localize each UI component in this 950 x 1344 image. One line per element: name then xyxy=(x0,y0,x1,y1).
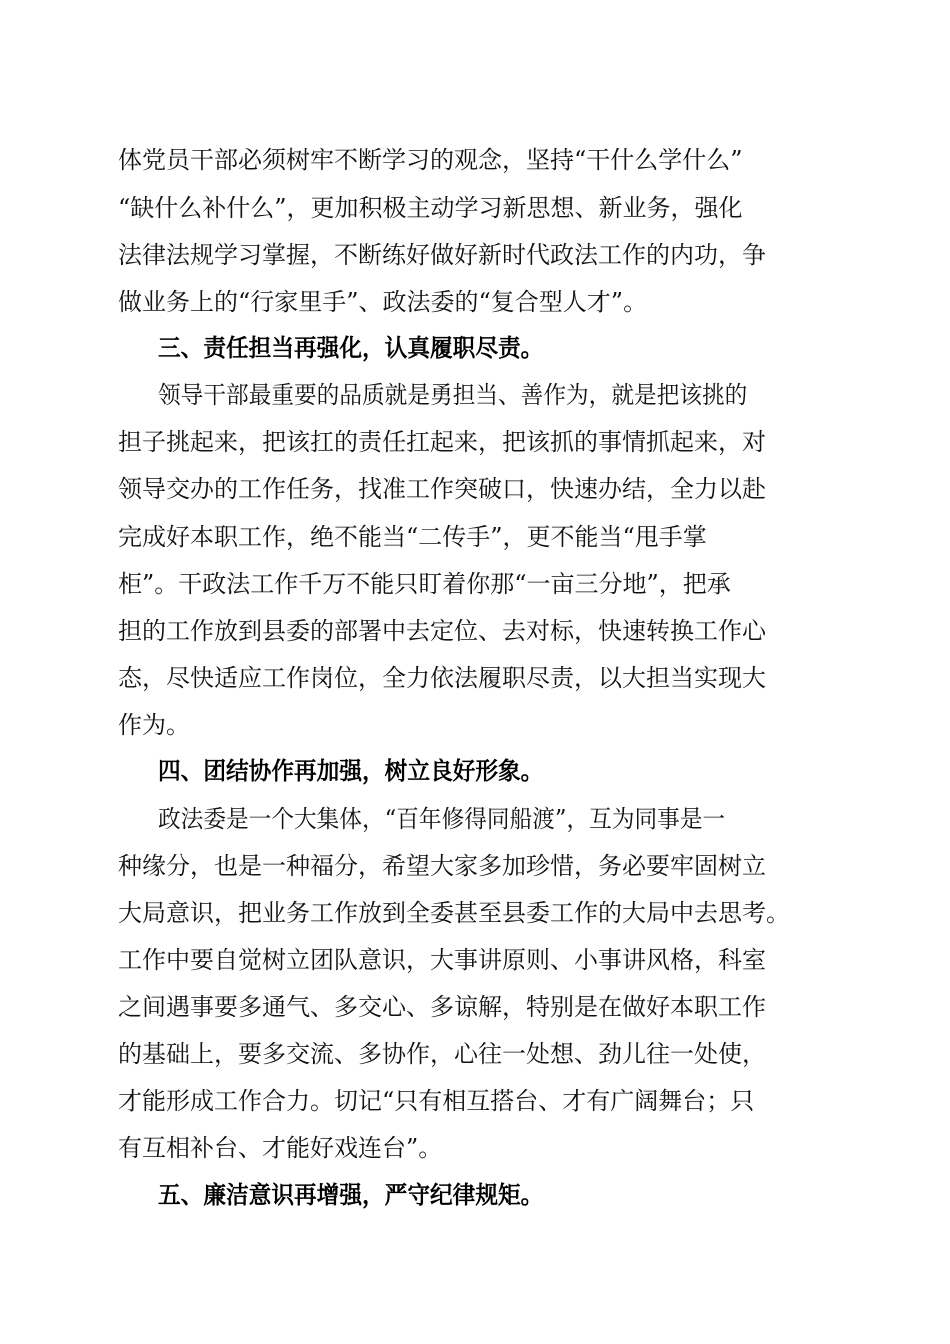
paragraph-line: 法律法规学习掌握，不断练好做好新时代政法工作的内功，争 xyxy=(118,241,766,269)
paragraph-line: 领导交办的工作任务，找准工作突破口，快速办结，全力以赴 xyxy=(118,475,766,503)
paragraph-line: 的基础上，要多交流、多协作，心往一处想、劲儿往一处使， xyxy=(118,1040,766,1068)
paragraph-line: 担的工作放到县委的部署中去定位、去对标，快速转换工作心 xyxy=(118,617,766,645)
paragraph-line: 种缘分，也是一种福分，希望大家多加珍惜，务必要牢固树立 xyxy=(118,852,766,880)
paragraph-line: 完成好本职工作，绝不能当“二传手”，更不能当“甩手掌 xyxy=(118,523,707,551)
paragraph-line: 政法委是一个大集体，“百年修得同船渡”，互为同事是一 xyxy=(158,805,726,833)
paragraph-line: 做业务上的“行家里手”、政法委的“复合型人才”。 xyxy=(118,288,648,316)
paragraph-line: 之间遇事要多通气、多交心、多谅解，特别是在做好本职工作 xyxy=(118,993,766,1021)
paragraph-line: 领导干部最重要的品质就是勇担当、善作为，就是把该挑的 xyxy=(158,381,748,409)
paragraph-line: 态，尽快适应工作岗位，全力依法履职尽责，以大担当实现大 xyxy=(118,664,766,692)
paragraph-line: 工作中要自觉树立团队意识，大事讲原则、小事讲风格，科室 xyxy=(118,946,766,974)
paragraph-line: 体党员干部必须树牢不断学习的观念，坚持“干什么学什么” xyxy=(118,146,743,174)
paragraph-line: “缺什么补什么”，更加积极主动学习新思想、新业务，强化 xyxy=(118,194,743,222)
paragraph-line: 柜”。干政法工作千万不能只盯着你那“一亩三分地”，把承 xyxy=(118,570,731,598)
section-heading-3: 三、责任担当再强化，认真履职尽责。 xyxy=(158,334,544,362)
paragraph-line: 才能形成工作合力。切记“只有相互搭台、才有广阔舞台；只 xyxy=(118,1087,755,1115)
paragraph-line: 有互相补台、才能好戏连台”。 xyxy=(118,1134,443,1162)
section-heading-5: 五、廉洁意识再增强，严守纪律规矩。 xyxy=(158,1181,544,1209)
paragraph-line: 大局意识，把业务工作放到全委甚至县委工作的大局中去思考。 xyxy=(118,899,790,927)
section-heading-4: 四、团结协作再加强，树立良好形象。 xyxy=(158,757,544,785)
paragraph-line: 担子挑起来，把该扛的责任扛起来，把该抓的事情抓起来，对 xyxy=(118,428,766,456)
paragraph-line: 作为。 xyxy=(118,711,190,739)
